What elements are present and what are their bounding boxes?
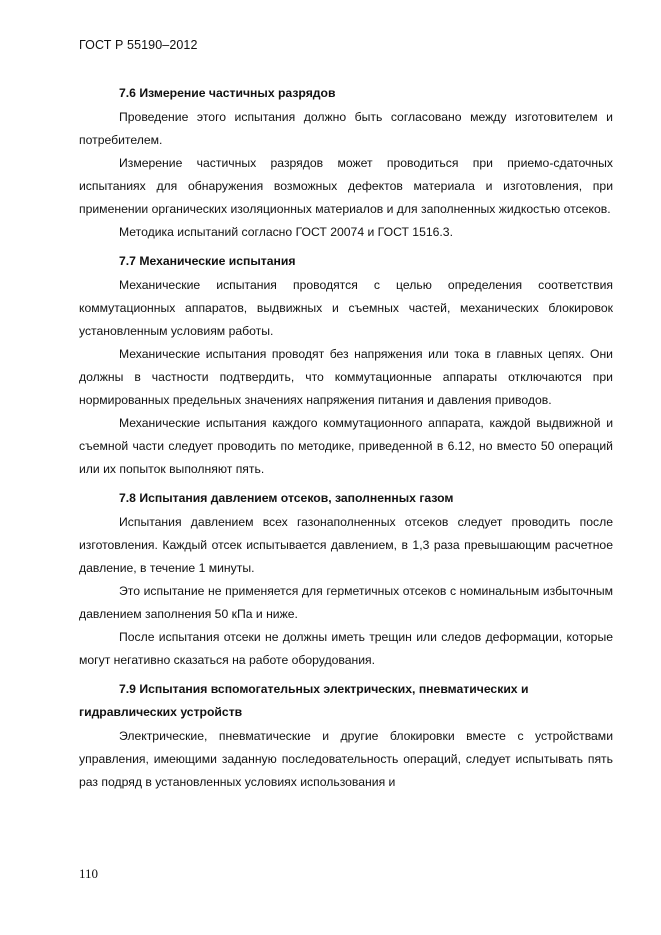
paragraph: Электрические, пневматические и другие блокировки вместе с устройствами управления, имеющими заданную последовательность операций, следует испытывать пять раз подряд в установленных условиях использования и	[79, 729, 613, 789]
paragraph: Механические испытания проводят без напряжения или тока в главных цепях. Они должны в частности подтвердить, что коммутационные аппараты отключаются при нормированных предельных значениях напряжения питания и давления приводов.	[79, 347, 613, 407]
section-heading-7-6: 7.6 Измерение частичных разрядов	[119, 86, 336, 100]
page-number: 110	[79, 866, 99, 881]
paragraph: Механические испытания каждого коммутационного аппарата, каждой выдвижной и съемной части следует проводить по методике, приведенной в 6.12, но вместо 50 операций или их попыток выполняют пять.	[79, 416, 613, 476]
paragraph: После испытания отсеки не должны иметь трещин или следов деформации, которые могут негативно сказаться на работе оборудования.	[79, 630, 613, 667]
paragraph: Проведение этого испытания должно быть согласовано между изготовителем и потребителем.	[79, 110, 613, 147]
paragraph: Механические испытания проводятся с целью определения соответствия коммутационных аппаратов, выдвижных и съемных частей, механических блокировок установленным условиям работы.	[79, 278, 613, 338]
section-heading-7-9: 7.9 Испытания вспомогательных электрических, пневматических и гидравлических устройств	[79, 682, 529, 719]
document-header: ГОСТ Р 55190–2012	[79, 38, 198, 52]
paragraph: Измерение частичных разрядов может проводиться при приемо-сдаточных испытаниях для обнаружения возможных дефектов материала и изготовления, при применении органических изоляционных материалов и для заполненных жидкостью отсеков.	[79, 156, 613, 216]
paragraph: Это испытание не применяется для герметичных отсеков с номинальным избыточным давлением заполнения 50 кПа и ниже.	[79, 584, 613, 621]
section-heading-7-7: 7.7 Механические испытания	[119, 254, 296, 268]
document-body	[79, 82, 613, 794]
paragraph: Методика испытаний согласно ГОСТ 20074 и ГОСТ 1516.3.	[119, 225, 453, 239]
section-heading-7-8: 7.8 Испытания давлением отсеков, заполненных газом	[119, 491, 454, 505]
paragraph: Испытания давлением всех газонаполненных отсеков следует проводить после изготовления. Каждый отсек испытывается давлением, в 1,3 раза превышающим расчетное давление, в течение 1 минуты.	[79, 515, 613, 575]
